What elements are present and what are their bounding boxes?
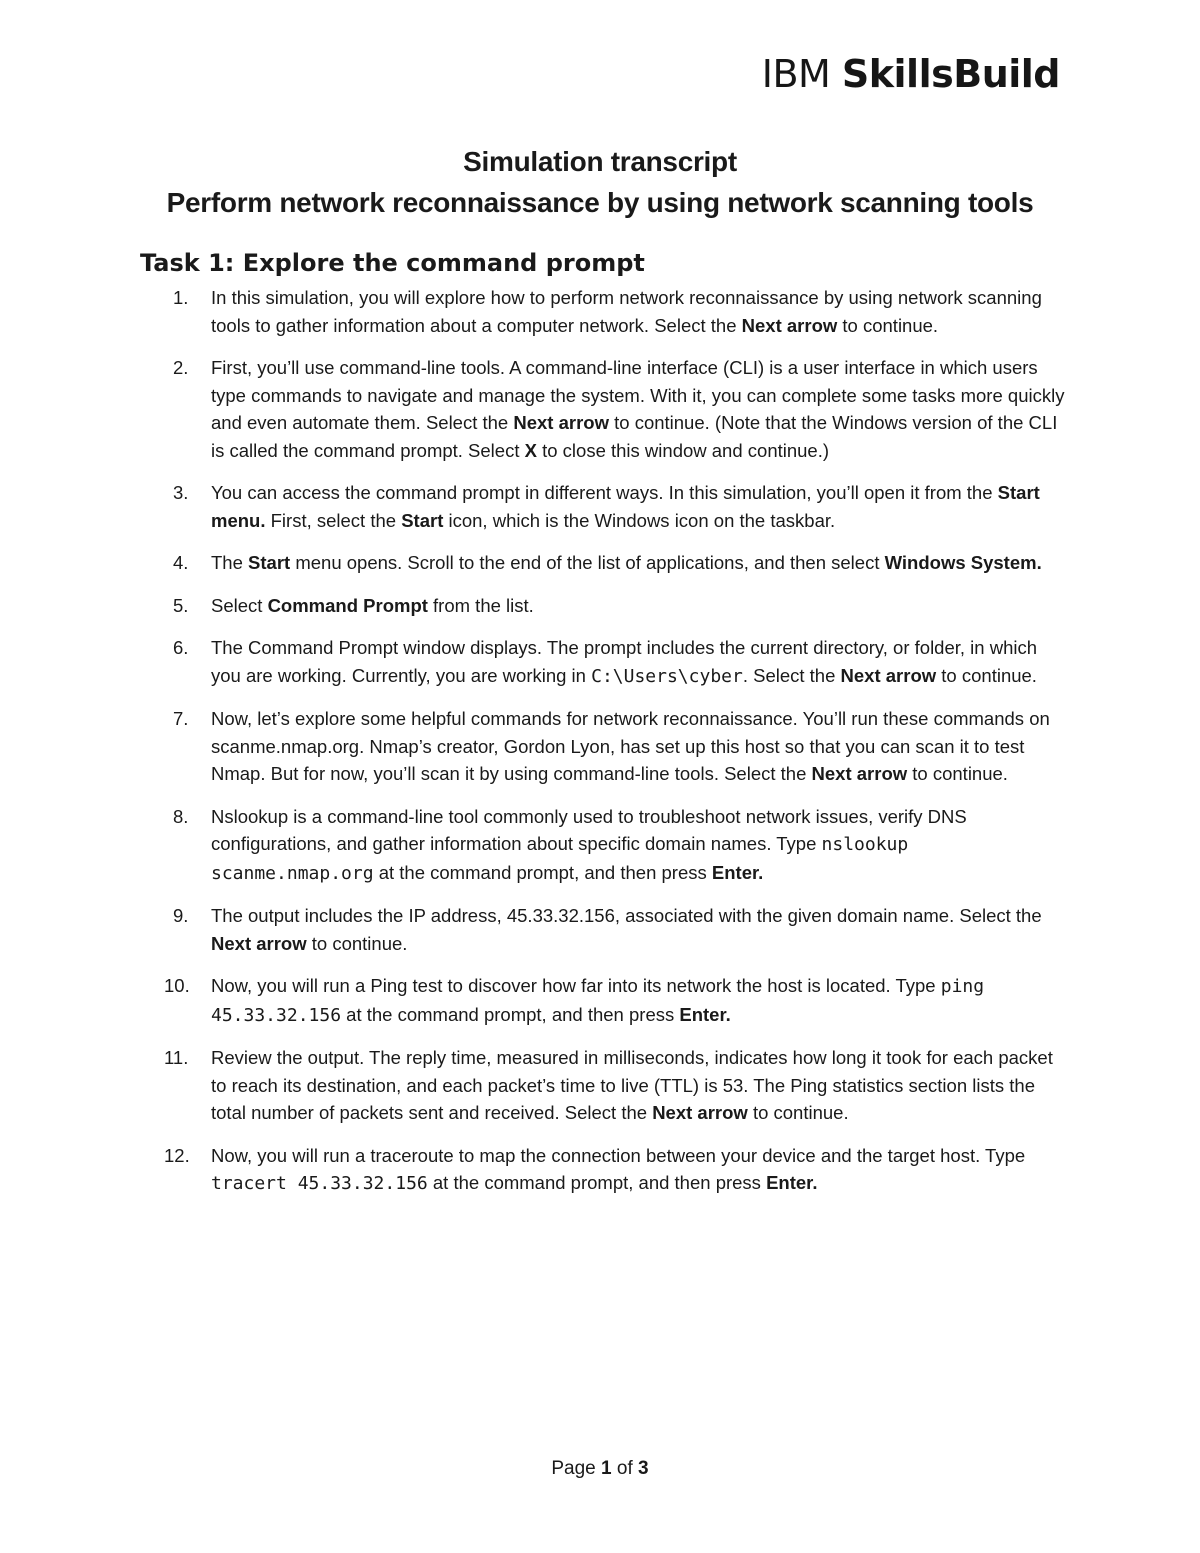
- step-item: 7. Now, let’s explore some helpful commands for network reconnaissance. You’ll run these commands on scanme.nmap.org. Nmap’s creator, Gordon Lyon, has set up this host so that you can scan it to test Nmap. But for now, you’ll scan it by using command-line tools. Select the Next arrow to continue.: [140, 705, 1065, 788]
- step-number: 8.: [173, 805, 189, 827]
- footer-current-page: 1: [601, 1458, 612, 1479]
- document-title: Simulation transcript: [463, 146, 737, 177]
- step-number: 6.: [173, 637, 189, 658]
- step-item: 11. Review the output. The reply time, measured in milliseconds, indicates how long it took for each packet to reach its destination, and each packet’s time to live (TTL) is 53. The Ping statistics section lists the total number of packets sent and received. Select the Next arrow to continue.: [140, 1044, 1065, 1127]
- step-item: 4. The Start menu opens. Scroll to the end of the list of applications, and then select Windows System.: [140, 549, 1065, 577]
- step-number: 12.: [164, 1144, 190, 1166]
- step-number: 10.: [164, 975, 190, 996]
- step-item: 9. The output includes the IP address, 45.33.32.156, associated with the given domain name. Select the Next arrow to continue.: [140, 902, 1065, 957]
- step-number: 1.: [173, 287, 189, 308]
- step-item: 10. Now, you will run a Ping test to discover how far into its network the host is located. Type ping 45.33.32.156 at the command prompt, and then press Enter.: [140, 972, 1065, 1029]
- step-number: 4.: [173, 552, 189, 573]
- step-item: 1. In this simulation, you will explore how to perform network reconnaissance by using network scanning tools to gather information about a computer network. Select the Next arrow to continue.: [140, 284, 1065, 339]
- step-number: 2.: [173, 357, 189, 378]
- brand-skillsbuild: SkillsBuild: [841, 52, 1060, 96]
- footer-of-label: of: [616, 1458, 633, 1479]
- footer-total-pages: 3: [638, 1458, 649, 1479]
- command-text: tracert 45.33.32.156: [211, 1173, 428, 1194]
- task-heading: Task 1: Explore the command prompt: [140, 249, 645, 277]
- step-number: 11.: [164, 1047, 189, 1068]
- footer-page-label: Page: [551, 1458, 596, 1479]
- step-number: 7.: [173, 708, 189, 729]
- document-subtitle: Perform network reconnaissance by using network scanning tools: [166, 187, 1034, 218]
- step-number: 5.: [173, 594, 189, 616]
- step-item: 3. You can access the command prompt in different ways. In this simulation, you’ll open it from the Start menu. First, select the Start icon, which is the Windows icon on the taskbar.: [140, 479, 1065, 534]
- directory-path: C:\Users\cyber: [591, 665, 743, 687]
- ibm-skillsbuild-logo: [762, 52, 1060, 96]
- step-number: 3.: [173, 482, 189, 503]
- step-item: 6. The Command Prompt window displays. The prompt includes the current directory, or folder, in which you are working. Currently, you are working in C:\Users\cyber. Select the Next arrow to continue.: [140, 634, 1065, 690]
- command-text: ping 45.33.32.156: [211, 976, 985, 1026]
- page-footer: [0, 1458, 1200, 1480]
- step-item: 5. Select Command Prompt from the list.: [140, 592, 1065, 620]
- step-item: 2. First, you’ll use command-line tools. A command-line interface (CLI) is a user interface in which users type commands to navigate and manage the system. With it, you can complete some tasks more quickly and even automate them. Select the Next arrow to continue. (Note that the Windows version of the CLI is called the command prompt. Select X to close this window and continue.): [140, 354, 1065, 464]
- command-text: nslookup scanme.nmap.org: [211, 834, 909, 884]
- step-item: 12. Now, you will run a traceroute to map the connection between your device and the target host. Type tracert 45.33.32.156 at the command prompt, and then press Enter.: [140, 1142, 1065, 1198]
- brand-ibm: IBM: [761, 52, 831, 96]
- step-item: 8. Nslookup is a command-line tool commonly used to troubleshoot network issues, verify DNS configurations, and gather information about specific domain names. Type nslookup scanme.nmap.org at the command prompt, and then press Enter.: [140, 803, 1065, 888]
- steps-list: [140, 284, 1065, 1213]
- step-number: 9.: [173, 905, 189, 926]
